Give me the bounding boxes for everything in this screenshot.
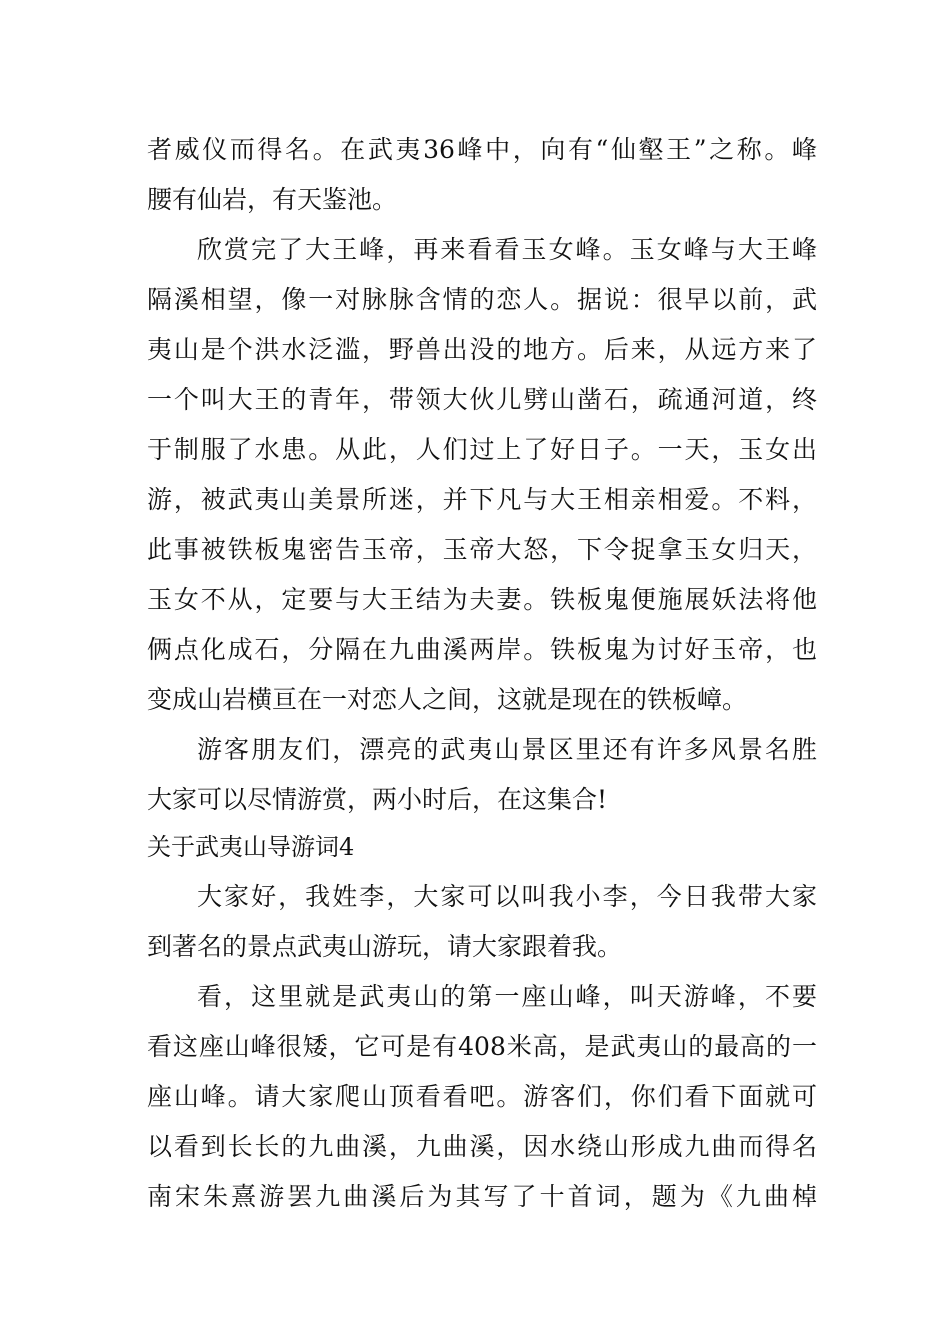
paragraph-first-line: 看，这里就是武夷山的第一座山峰，叫天游峰，不要	[197, 982, 817, 1011]
text-line: 夷山是个洪水泛滥，野兽出没的地方。后来，从远方来了	[147, 335, 817, 364]
text-line: 此事被铁板鬼密告玉帝，玉帝大怒，下令捉拿玉女归天，	[147, 535, 817, 564]
paragraph-first-line: 欣赏完了大王峰，再来看看玉女峰。玉女峰与大王峰	[197, 235, 817, 264]
text-line: 俩点化成石，分隔在九曲溪两岸。铁板鬼为讨好玉帝，也	[147, 635, 817, 664]
text-line: 大家可以尽情游赏，两小时后，在这集合!	[147, 785, 608, 814]
text-line: 者威仪而得名。在武夷36峰中，向有“仙壑王”之称。峰	[147, 135, 817, 164]
paragraph-first-line: 游客朋友们，漂亮的武夷山景区里还有许多风景名胜	[197, 735, 817, 764]
text-line: 游，被武夷山美景所迷，并下凡与大王相亲相爱。不料，	[147, 485, 817, 514]
text-line: 到著名的景点武夷山游玩，请大家跟着我。	[147, 932, 623, 961]
text-line: 南宋朱熹游罢九曲溪后为其写了十首词，题为《九曲棹	[147, 1182, 817, 1211]
paragraph-first-line: 大家好，我姓李，大家可以叫我小李，今日我带大家	[197, 882, 817, 911]
text-line: 变成山岩横亘在一对恋人之间，这就是现在的铁板嶂。	[147, 685, 748, 714]
text-line: 以看到长长的九曲溪，九曲溪，因水绕山形成九曲而得名	[147, 1132, 817, 1161]
text-line: 玉女不从，定要与大王结为夫妻。铁板鬼便施展妖法将他	[147, 585, 817, 614]
text-line: 于制服了水患。从此，人们过上了好日子。一天，玉女出	[147, 435, 817, 464]
text-line: 腰有仙岩，有天鉴池。	[147, 185, 398, 214]
text-line: 座山峰。请大家爬山顶看看吧。游客们，你们看下面就可	[147, 1082, 817, 1111]
section-heading: 关于武夷山导游词4	[147, 833, 355, 861]
text-line: 看这座山峰很矮，它可是有408米高，是武夷山的最高的一	[147, 1032, 817, 1061]
text-line: 一个叫大王的青年，带领大伙儿劈山凿石，疏通河道，终	[147, 385, 817, 414]
text-line: 隔溪相望，像一对脉脉含情的恋人。据说：很早以前，武	[147, 285, 817, 314]
